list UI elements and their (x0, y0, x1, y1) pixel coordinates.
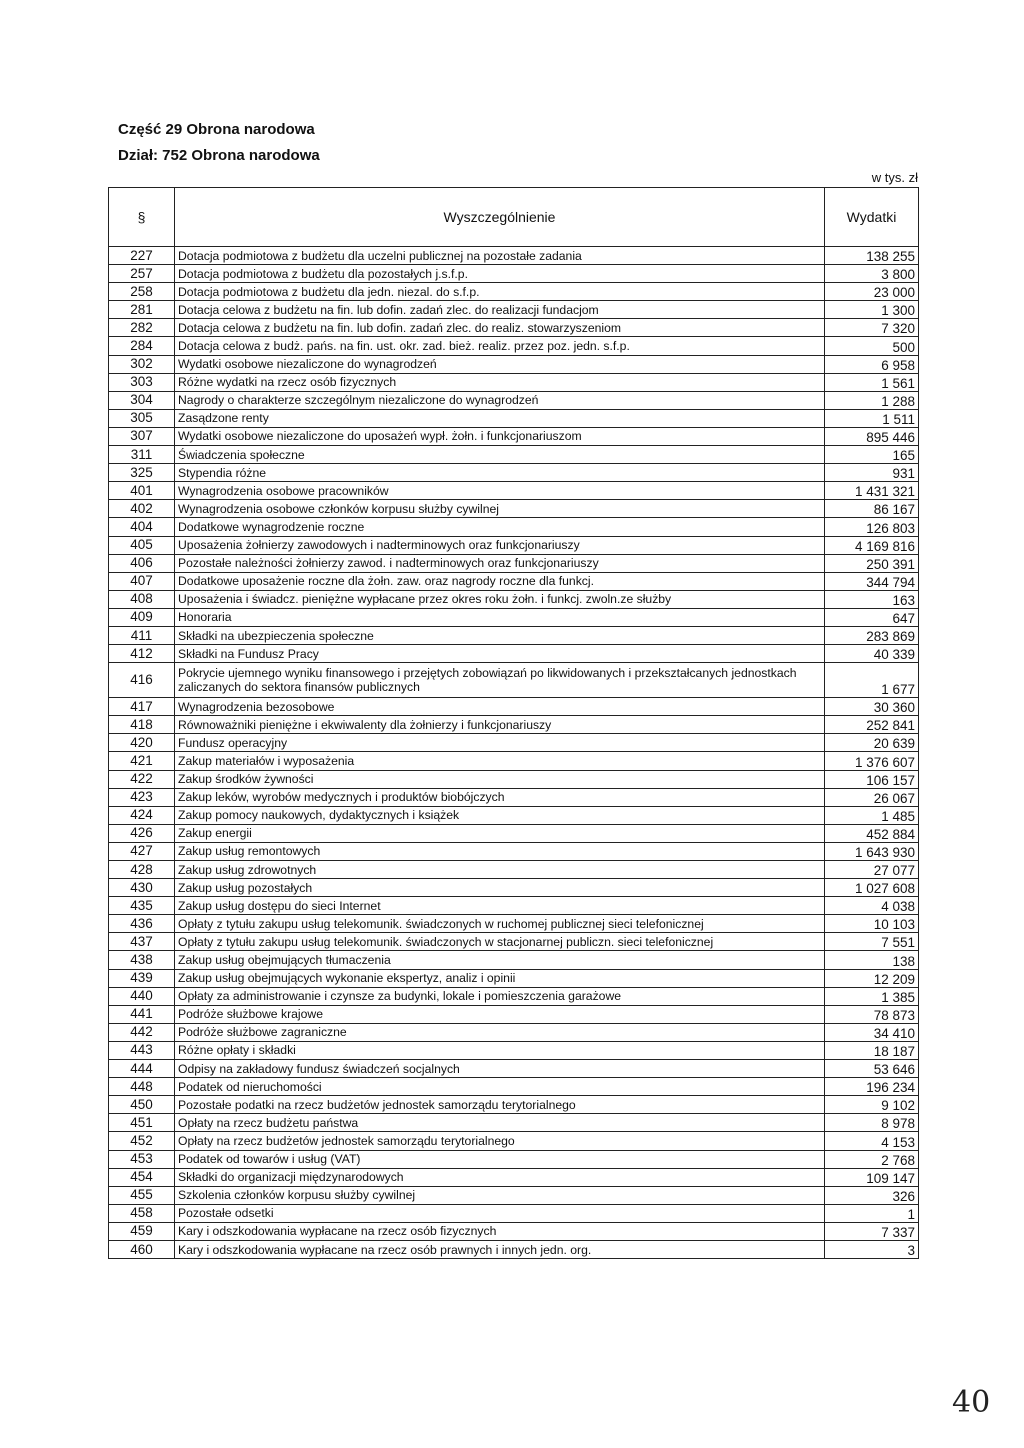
table-row (109, 391, 919, 409)
row-description: Składki na Fundusz Pracy (175, 645, 825, 663)
row-description: Dotacja celowa z budżetu na fin. lub dofin. zadań zlec. do realizacji fundacjom (175, 301, 825, 319)
row-value: 26 067 (825, 788, 919, 806)
table-row (109, 861, 919, 879)
table-row (109, 1096, 919, 1114)
row-description: Różne opłaty i składki (175, 1041, 825, 1059)
table-row (109, 788, 919, 806)
row-description: Zakup materiałów i wyposażenia (175, 752, 825, 770)
row-value: 1 511 (825, 409, 919, 427)
row-value: 4 038 (825, 897, 919, 915)
row-description: Świadczenia społeczne (175, 446, 825, 464)
row-value: 250 391 (825, 554, 919, 572)
table-row (109, 698, 919, 716)
row-code: 459 (109, 1222, 175, 1240)
row-description: Zakup usług obejmujących wykonanie ekspertyz, analiz i opinii (175, 969, 825, 987)
row-value: 109 147 (825, 1168, 919, 1186)
row-value: 1 (825, 1204, 919, 1222)
row-description: Równoważniki pieniężne i ekwiwalenty dla żołnierzy i funkcjonariuszy (175, 716, 825, 734)
row-code: 307 (109, 427, 175, 445)
table-row (109, 283, 919, 301)
row-code: 311 (109, 446, 175, 464)
row-description: Wydatki osobowe niezaliczone do uposażeń wypł. żołn. i funkcjonariuszom (175, 427, 825, 445)
row-value: 931 (825, 464, 919, 482)
row-description: Wydatki osobowe niezaliczone do wynagrodzeń (175, 355, 825, 373)
row-description: Dodatkowe uposażenie roczne dla żołn. zaw. oraz nagrody roczne dla funkcj. (175, 572, 825, 590)
row-description: Zakup usług dostępu do sieci Internet (175, 897, 825, 915)
row-description: Opłaty na rzecz budżetów jednostek samorządu terytorialnego (175, 1132, 825, 1150)
row-code: 444 (109, 1060, 175, 1078)
row-code: 442 (109, 1023, 175, 1041)
row-code: 421 (109, 752, 175, 770)
row-code: 257 (109, 265, 175, 283)
row-code: 303 (109, 373, 175, 391)
table-row (109, 806, 919, 824)
row-description: Opłaty z tytułu zakupu usług telekomunik. świadczonych w stacjonarnej publiczn. sieci telefonicznej (175, 933, 825, 951)
row-code: 436 (109, 915, 175, 933)
row-value: 1 431 321 (825, 482, 919, 500)
table-row (109, 1222, 919, 1240)
row-code: 430 (109, 879, 175, 897)
row-value: 20 639 (825, 734, 919, 752)
row-code: 416 (109, 663, 175, 698)
row-description: Zakup leków, wyrobów medycznych i produktów biobójczych (175, 788, 825, 806)
table-row (109, 265, 919, 283)
row-description: Pozostałe podatki na rzecz budżetów jednostek samorządu terytorialnego (175, 1096, 825, 1114)
row-code: 405 (109, 536, 175, 554)
row-code: 438 (109, 951, 175, 969)
table-row (109, 824, 919, 842)
table-row (109, 337, 919, 355)
row-description: Dotacja podmiotowa z budżetu dla uczelni publicznej na pozostałe zadania (175, 247, 825, 265)
row-value: 106 157 (825, 770, 919, 788)
row-description: Różne wydatki na rzecz osób fizycznych (175, 373, 825, 391)
table-row (109, 446, 919, 464)
row-value: 326 (825, 1186, 919, 1204)
row-value: 895 446 (825, 427, 919, 445)
row-code: 426 (109, 824, 175, 842)
row-code: 435 (109, 897, 175, 915)
row-code: 440 (109, 987, 175, 1005)
table-row (109, 247, 919, 265)
row-description: Dotacja podmiotowa z budżetu dla jedn. niezal. do s.f.p. (175, 283, 825, 301)
row-description: Dotacja celowa z budż. pańs. na fin. ust. okr. zad. bież. realiz. przez poz. jedn. s.f.p. (175, 337, 825, 355)
row-value: 30 360 (825, 698, 919, 716)
row-value: 252 841 (825, 716, 919, 734)
row-code: 441 (109, 1005, 175, 1023)
row-code: 412 (109, 645, 175, 663)
table-row (109, 427, 919, 445)
table-row (109, 897, 919, 915)
row-code: 455 (109, 1186, 175, 1204)
row-value: 4 153 (825, 1132, 919, 1150)
table-row (109, 482, 919, 500)
row-description: Kary i odszkodowania wypłacane na rzecz osób fizycznych (175, 1222, 825, 1240)
row-code: 417 (109, 698, 175, 716)
row-description: Zakup usług obejmujących tłumaczenia (175, 951, 825, 969)
row-value: 452 884 (825, 824, 919, 842)
row-description: Zakup usług pozostałych (175, 879, 825, 897)
row-code: 402 (109, 500, 175, 518)
column-header-description: Wyszczególnienie (175, 188, 825, 247)
row-value: 1 561 (825, 373, 919, 391)
table-row (109, 969, 919, 987)
row-description: Pokrycie ujemnego wyniku finansowego i przejętych zobowiązań po likwidowanych i przekształcanych jednostkach zaliczanych do sektora finansów publicznych (175, 663, 825, 698)
row-code: 443 (109, 1041, 175, 1059)
row-value: 40 339 (825, 645, 919, 663)
row-code: 454 (109, 1168, 175, 1186)
row-value: 647 (825, 608, 919, 626)
row-value: 138 (825, 951, 919, 969)
table-row (109, 626, 919, 644)
row-code: 404 (109, 518, 175, 536)
row-description: Honoraria (175, 608, 825, 626)
row-description: Fundusz operacyjny (175, 734, 825, 752)
row-description: Zakup energii (175, 824, 825, 842)
row-description: Składki na ubezpieczenia społeczne (175, 626, 825, 644)
row-description: Podróże służbowe krajowe (175, 1005, 825, 1023)
table-row (109, 951, 919, 969)
row-value: 1 385 (825, 987, 919, 1005)
row-description: Dotacja podmiotowa z budżetu dla pozostałych j.s.f.p. (175, 265, 825, 283)
row-code: 420 (109, 734, 175, 752)
row-value: 18 187 (825, 1041, 919, 1059)
table-row (109, 1005, 919, 1023)
table-row (109, 716, 919, 734)
row-description: Podatek od towarów i usług (VAT) (175, 1150, 825, 1168)
row-code: 452 (109, 1132, 175, 1150)
row-description: Szkolenia członków korpusu służby cywilnej (175, 1186, 825, 1204)
row-description: Podatek od nieruchomości (175, 1078, 825, 1096)
row-code: 281 (109, 301, 175, 319)
column-header-paragraph: § (109, 188, 175, 247)
table-row (109, 1023, 919, 1041)
row-value: 2 768 (825, 1150, 919, 1168)
row-value: 12 209 (825, 969, 919, 987)
table-row (109, 1114, 919, 1132)
table-row (109, 915, 919, 933)
row-value: 500 (825, 337, 919, 355)
row-value: 8 978 (825, 1114, 919, 1132)
row-description: Pozostałe należności żołnierzy zawod. i nadterminowych oraz funkcjonariuszy (175, 554, 825, 572)
expenditure-table (108, 187, 919, 1259)
row-code: 418 (109, 716, 175, 734)
table-row (109, 933, 919, 951)
row-code: 409 (109, 608, 175, 626)
row-code: 282 (109, 319, 175, 337)
unit-label: w tys. zł (871, 170, 918, 185)
row-description: Wynagrodzenia osobowe członków korpusu służby cywilnej (175, 500, 825, 518)
table-row (109, 500, 919, 518)
table-row (109, 1078, 919, 1096)
table-header-row (109, 188, 919, 247)
table-row (109, 645, 919, 663)
row-value: 3 (825, 1240, 919, 1258)
row-value: 4 169 816 (825, 536, 919, 554)
row-value: 6 958 (825, 355, 919, 373)
row-code: 407 (109, 572, 175, 590)
row-description: Zakup pomocy naukowych, dydaktycznych i książek (175, 806, 825, 824)
table-row (109, 608, 919, 626)
row-description: Opłaty na rzecz budżetu państwa (175, 1114, 825, 1132)
row-value: 163 (825, 590, 919, 608)
row-value: 1 485 (825, 806, 919, 824)
row-code: 284 (109, 337, 175, 355)
row-value: 7 337 (825, 1222, 919, 1240)
row-value: 78 873 (825, 1005, 919, 1023)
row-description: Opłaty z tytułu zakupu usług telekomunik. świadczonych w ruchomej publicznej sieci telefonicznej (175, 915, 825, 933)
page-number: 40 (952, 1385, 991, 1420)
row-code: 428 (109, 861, 175, 879)
table-row (109, 590, 919, 608)
row-value: 53 646 (825, 1060, 919, 1078)
row-value: 10 103 (825, 915, 919, 933)
row-code: 453 (109, 1150, 175, 1168)
table-row (109, 518, 919, 536)
row-description: Pozostałe odsetki (175, 1204, 825, 1222)
table-body (109, 247, 919, 1259)
row-description: Stypendia różne (175, 464, 825, 482)
table-row (109, 409, 919, 427)
part-title: Część 29 Obrona narodowa (118, 121, 315, 138)
table-row (109, 1150, 919, 1168)
row-value: 1 027 608 (825, 879, 919, 897)
table-row (109, 536, 919, 554)
row-code: 422 (109, 770, 175, 788)
row-description: Zasądzone renty (175, 409, 825, 427)
row-code: 448 (109, 1078, 175, 1096)
row-value: 1 288 (825, 391, 919, 409)
row-value: 23 000 (825, 283, 919, 301)
row-code: 304 (109, 391, 175, 409)
row-code: 423 (109, 788, 175, 806)
column-header-expenditure: Wydatki (825, 188, 919, 247)
row-value: 86 167 (825, 500, 919, 518)
row-code: 437 (109, 933, 175, 951)
row-value: 196 234 (825, 1078, 919, 1096)
table-row (109, 879, 919, 897)
row-code: 427 (109, 842, 175, 860)
row-description: Zakup usług zdrowotnych (175, 861, 825, 879)
row-description: Zakup usług remontowych (175, 842, 825, 860)
table-row (109, 464, 919, 482)
table-row (109, 1168, 919, 1186)
row-code: 411 (109, 626, 175, 644)
row-value: 1 376 607 (825, 752, 919, 770)
table-row (109, 987, 919, 1005)
table-row (109, 842, 919, 860)
row-description: Dodatkowe wynagrodzenie roczne (175, 518, 825, 536)
row-description: Nagrody o charakterze szczególnym niezaliczone do wynagrodzeń (175, 391, 825, 409)
division-title: Dział: 752 Obrona narodowa (118, 147, 320, 164)
row-code: 439 (109, 969, 175, 987)
row-description: Zakup środków żywności (175, 770, 825, 788)
row-description: Składki do organizacji międzynarodowych (175, 1168, 825, 1186)
table-row (109, 572, 919, 590)
table-row (109, 355, 919, 373)
row-value: 165 (825, 446, 919, 464)
table-row (109, 1204, 919, 1222)
row-value: 9 102 (825, 1096, 919, 1114)
row-code: 408 (109, 590, 175, 608)
row-value: 34 410 (825, 1023, 919, 1041)
table-row (109, 1132, 919, 1150)
table-row (109, 1186, 919, 1204)
row-code: 258 (109, 283, 175, 301)
table-row (109, 1060, 919, 1078)
row-description: Uposażenia żołnierzy zawodowych i nadterminowych oraz funkcjonariuszy (175, 536, 825, 554)
table-row (109, 734, 919, 752)
row-code: 451 (109, 1114, 175, 1132)
row-value: 27 077 (825, 861, 919, 879)
table-row (109, 663, 919, 698)
row-value: 1 677 (825, 663, 919, 698)
table-row (109, 301, 919, 319)
table-row (109, 1240, 919, 1258)
table-row (109, 752, 919, 770)
row-code: 401 (109, 482, 175, 500)
row-value: 283 869 (825, 626, 919, 644)
row-code: 458 (109, 1204, 175, 1222)
row-value: 344 794 (825, 572, 919, 590)
table-row (109, 554, 919, 572)
row-value: 7 551 (825, 933, 919, 951)
row-code: 305 (109, 409, 175, 427)
row-code: 450 (109, 1096, 175, 1114)
row-code: 406 (109, 554, 175, 572)
row-description: Wynagrodzenia osobowe pracowników (175, 482, 825, 500)
row-value: 138 255 (825, 247, 919, 265)
row-description: Uposażenia i świadcz. pieniężne wypłacane przez okres roku żołn. i funkcj. zwoln.ze służby (175, 590, 825, 608)
row-description: Dotacja celowa z budżetu na fin. lub dofin. zadań zlec. do realiz. stowarzyszeniom (175, 319, 825, 337)
row-code: 460 (109, 1240, 175, 1258)
table-row (109, 373, 919, 391)
row-value: 1 643 930 (825, 842, 919, 860)
row-code: 227 (109, 247, 175, 265)
row-code: 424 (109, 806, 175, 824)
row-description: Podróże służbowe zagraniczne (175, 1023, 825, 1041)
row-code: 302 (109, 355, 175, 373)
row-description: Opłaty za administrowanie i czynsze za budynki, lokale i pomieszczenia garażowe (175, 987, 825, 1005)
row-code: 325 (109, 464, 175, 482)
table-row (109, 319, 919, 337)
row-value: 1 300 (825, 301, 919, 319)
row-value: 126 803 (825, 518, 919, 536)
row-value: 7 320 (825, 319, 919, 337)
table-row (109, 770, 919, 788)
row-description: Wynagrodzenia bezosobowe (175, 698, 825, 716)
row-description: Kary i odszkodowania wypłacane na rzecz osób prawnych i innych jedn. org. (175, 1240, 825, 1258)
table-row (109, 1041, 919, 1059)
row-description: Odpisy na zakładowy fundusz świadczeń socjalnych (175, 1060, 825, 1078)
row-value: 3 800 (825, 265, 919, 283)
